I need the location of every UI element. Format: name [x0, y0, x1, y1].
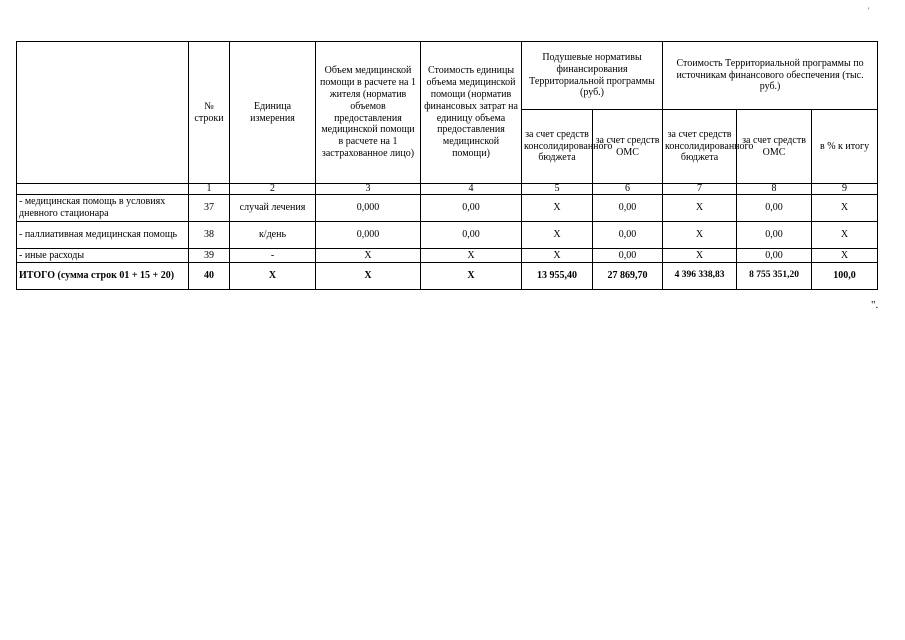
row-unit-cost: 0,00	[421, 222, 522, 249]
header-cost-oms: за счет средств ОМС	[737, 110, 812, 184]
column-number: 9	[812, 184, 878, 195]
header-row-number: № строки	[189, 42, 230, 184]
row-name: - иные расходы	[17, 249, 189, 263]
total-pc-oms: 27 869,70	[593, 263, 663, 290]
total-percent: 100,0	[812, 263, 878, 290]
column-number: 8	[737, 184, 812, 195]
row-unit: -	[230, 249, 316, 263]
row-volume: Х	[316, 249, 421, 263]
header-pc-consolidated-budget: за счет средств консолидированного бюджета	[522, 110, 593, 184]
total-row	[17, 263, 878, 290]
row-number: 39	[189, 249, 230, 263]
row-name: - медицинская помощь в условиях дневного стационара	[17, 195, 189, 222]
row-pc-budget: Х	[522, 249, 593, 263]
row-unit: к/день	[230, 222, 316, 249]
row-pc-oms: 0,00	[593, 222, 663, 249]
column-number: 3	[316, 184, 421, 195]
row-cost-budget: Х	[663, 222, 737, 249]
header-pc-oms: за счет средств ОМС	[593, 110, 663, 184]
territorial-program-cost-table	[16, 41, 878, 290]
header-volume: Объем медицинской помощи в расчете на 1 жителя (норматив объемов предоставления медицинской помощи в расчете на 1 застрахованное лицо)	[316, 42, 421, 184]
row-name: - паллиативная медицинская помощь	[17, 222, 189, 249]
header-cost-consolidated-budget: за счет средств консолидированного бюджета	[663, 110, 737, 184]
closing-quote: ".	[871, 299, 879, 311]
row-cost-budget: Х	[663, 249, 737, 263]
total-volume: Х	[316, 263, 421, 290]
column-number: 4	[421, 184, 522, 195]
header-row-1	[17, 42, 878, 110]
row-pc-budget: Х	[522, 195, 593, 222]
corner-mark: '	[868, 6, 870, 15]
row-number: 38	[189, 222, 230, 249]
header-name-cell	[17, 42, 189, 184]
row-number: 37	[189, 195, 230, 222]
total-cost-oms: 8 755 351,20	[737, 263, 812, 290]
row-percent: Х	[812, 195, 878, 222]
total-name: ИТОГО (сумма строк 01 + 15 + 20)	[17, 263, 189, 290]
row-unit-cost: Х	[421, 249, 522, 263]
total-unit: Х	[230, 263, 316, 290]
row-cost-oms: 0,00	[737, 195, 812, 222]
row-unit: случай лечения	[230, 195, 316, 222]
column-number: 2	[230, 184, 316, 195]
total-unit-cost: Х	[421, 263, 522, 290]
total-pc-budget: 13 955,40	[522, 263, 593, 290]
row-cost-budget: Х	[663, 195, 737, 222]
column-number-blank	[17, 184, 189, 195]
header-unit: Единица измерения	[230, 42, 316, 184]
column-number: 7	[663, 184, 737, 195]
row-cost-oms: 0,00	[737, 249, 812, 263]
row-percent: Х	[812, 249, 878, 263]
row-pc-oms: 0,00	[593, 249, 663, 263]
column-number: 5	[522, 184, 593, 195]
row-volume: 0,000	[316, 222, 421, 249]
total-row-number: 40	[189, 263, 230, 290]
table-row	[17, 222, 878, 249]
total-cost-budget: 4 396 338,83	[663, 263, 737, 290]
row-pc-budget: Х	[522, 222, 593, 249]
row-pc-oms: 0,00	[593, 195, 663, 222]
column-numbers-row	[17, 184, 878, 195]
header-unit-cost: Стоимость единицы объема медицинской помощи (норматив финансовых затрат на единицу объема предоставления медицинской помощи)	[421, 42, 522, 184]
header-program-cost-group: Стоимость Территориальной программы по источникам финансового обеспечения (тыс. руб.)	[663, 42, 878, 110]
column-number: 6	[593, 184, 663, 195]
table-row	[17, 249, 878, 263]
row-percent: Х	[812, 222, 878, 249]
header-per-capita-group: Подушевые нормативы финансирования Территориальной программы (руб.)	[522, 42, 663, 110]
row-unit-cost: 0,00	[421, 195, 522, 222]
row-cost-oms: 0,00	[737, 222, 812, 249]
table-row	[17, 195, 878, 222]
header-percent-of-total: в % к итогу	[812, 110, 878, 184]
row-volume: 0,000	[316, 195, 421, 222]
column-number: 1	[189, 184, 230, 195]
